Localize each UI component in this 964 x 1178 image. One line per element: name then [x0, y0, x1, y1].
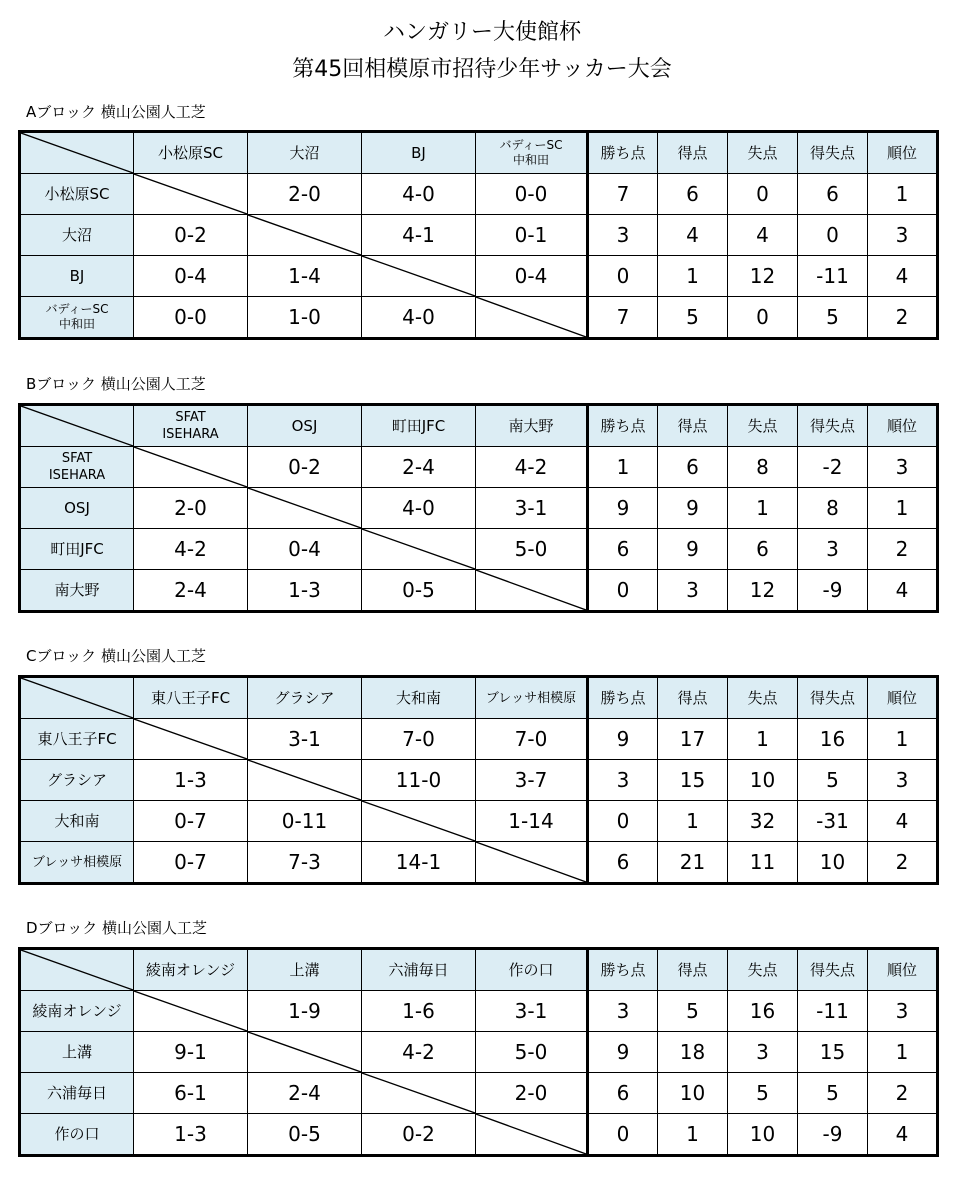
stat-column-header: 順位 [868, 405, 938, 447]
stat-value: 3 [588, 215, 658, 256]
stat-value: 17 [658, 719, 728, 760]
corner-cell [20, 132, 134, 174]
stat-column-header: 順位 [868, 132, 938, 174]
table-row [20, 842, 938, 884]
table-row [20, 529, 938, 570]
team-column-header: 綾南オレンジ [134, 949, 248, 991]
match-score: 1-0 [248, 297, 362, 339]
match-score: 3-1 [476, 488, 588, 529]
match-score: 2-0 [248, 174, 362, 215]
self-match-cell [476, 842, 588, 884]
self-match-cell [134, 447, 248, 488]
stat-value: 0 [588, 1114, 658, 1156]
header-row [20, 949, 938, 991]
team-column-header: 大沼 [248, 132, 362, 174]
match-score: 4-1 [362, 215, 476, 256]
team-column-header: 小松原SC [134, 132, 248, 174]
stat-value: 5 [728, 1073, 798, 1114]
match-score: 7-0 [362, 719, 476, 760]
stat-value: 1 [658, 256, 728, 297]
match-score: 11-0 [362, 760, 476, 801]
self-match-cell [362, 529, 476, 570]
row-team-name: BJ [20, 256, 134, 297]
stat-column-header: 得点 [658, 949, 728, 991]
stat-value: -2 [798, 447, 868, 488]
match-score: 2-0 [134, 488, 248, 529]
stat-value: 5 [798, 297, 868, 339]
stat-column-header: 勝ち点 [588, 677, 658, 719]
match-score: 5-0 [476, 1032, 588, 1073]
match-score: 9-1 [134, 1032, 248, 1073]
stat-value: 3 [868, 447, 938, 488]
league-table [18, 403, 939, 613]
stat-value: 3 [588, 760, 658, 801]
stat-value: 2 [868, 297, 938, 339]
match-score: 0-4 [134, 256, 248, 297]
stat-column-header: 順位 [868, 949, 938, 991]
match-score: 14-1 [362, 842, 476, 884]
team-column-header: OSJ [248, 405, 362, 447]
match-score: 1-3 [134, 1114, 248, 1156]
stat-value: 5 [658, 991, 728, 1032]
match-score: 0-5 [248, 1114, 362, 1156]
stat-value: 1 [868, 174, 938, 215]
self-match-cell [362, 256, 476, 297]
match-score: 3-1 [248, 719, 362, 760]
match-score: 0-0 [476, 174, 588, 215]
stat-value: 7 [588, 174, 658, 215]
stat-value: 6 [588, 842, 658, 884]
stat-column-header: 得失点 [798, 405, 868, 447]
team-column-header: 上溝 [248, 949, 362, 991]
stat-column-header: 失点 [728, 677, 798, 719]
stat-value: 15 [798, 1032, 868, 1073]
corner-cell [20, 949, 134, 991]
stat-value: -9 [798, 570, 868, 612]
stat-column-header: 失点 [728, 132, 798, 174]
stat-value: 9 [588, 488, 658, 529]
stat-column-header: 得失点 [798, 132, 868, 174]
stat-column-header: 勝ち点 [588, 405, 658, 447]
stat-value: 4 [868, 1114, 938, 1156]
match-score: 1-6 [362, 991, 476, 1032]
self-match-cell [248, 488, 362, 529]
self-match-cell [362, 1073, 476, 1114]
table-row [20, 1073, 938, 1114]
match-score: 0-2 [248, 447, 362, 488]
self-match-cell [476, 570, 588, 612]
table-row [20, 719, 938, 760]
stat-value: 3 [798, 529, 868, 570]
match-score: 4-2 [362, 1032, 476, 1073]
stat-value: 32 [728, 801, 798, 842]
stat-value: 9 [658, 529, 728, 570]
league-table [18, 130, 939, 340]
table-row [20, 174, 938, 215]
stat-value: 10 [728, 760, 798, 801]
stat-column-header: 勝ち点 [588, 132, 658, 174]
match-score: 6-1 [134, 1073, 248, 1114]
row-team-name: 作の口 [20, 1114, 134, 1156]
match-score: 2-4 [362, 447, 476, 488]
match-score: 0-2 [134, 215, 248, 256]
self-match-cell [476, 297, 588, 339]
match-score: 0-7 [134, 801, 248, 842]
stat-value: 1 [868, 1032, 938, 1073]
stat-value: 8 [728, 447, 798, 488]
stat-value: 3 [588, 991, 658, 1032]
table-row [20, 1032, 938, 1073]
self-match-cell [248, 760, 362, 801]
stat-value: 6 [588, 1073, 658, 1114]
self-match-cell [134, 719, 248, 760]
team-column-header: 南大野 [476, 405, 588, 447]
header-row [20, 677, 938, 719]
table-row [20, 570, 938, 612]
stat-value: 18 [658, 1032, 728, 1073]
table-row [20, 801, 938, 842]
match-score: 1-14 [476, 801, 588, 842]
stat-value: 4 [728, 215, 798, 256]
self-match-cell [134, 174, 248, 215]
match-score: 7-3 [248, 842, 362, 884]
match-score: 2-4 [134, 570, 248, 612]
corner-cell [20, 677, 134, 719]
stat-value: 0 [798, 215, 868, 256]
stat-value: 4 [868, 256, 938, 297]
stat-value: 1 [728, 488, 798, 529]
stat-value: -9 [798, 1114, 868, 1156]
match-score: 4-0 [362, 488, 476, 529]
match-score: 0-4 [476, 256, 588, 297]
stat-value: 16 [728, 991, 798, 1032]
stat-column-header: 順位 [868, 677, 938, 719]
block-label: Bブロック 横山公園人工芝 [26, 375, 206, 393]
stat-value: 3 [728, 1032, 798, 1073]
stat-column-header: 得点 [658, 132, 728, 174]
block-label: Cブロック 横山公園人工芝 [26, 647, 206, 665]
match-score: 5-0 [476, 529, 588, 570]
stat-value: 1 [588, 447, 658, 488]
row-team-name: バディーSC 中和田 [20, 297, 134, 339]
stat-value: 3 [658, 570, 728, 612]
stat-column-header: 勝ち点 [588, 949, 658, 991]
row-team-name: 東八王子FC [20, 719, 134, 760]
table-row [20, 991, 938, 1032]
stat-value: 9 [588, 1032, 658, 1073]
team-column-header: 町田JFC [362, 405, 476, 447]
stat-value: 3 [868, 991, 938, 1032]
stat-column-header: 失点 [728, 405, 798, 447]
team-column-header: BJ [362, 132, 476, 174]
table-row [20, 447, 938, 488]
stat-value: 9 [588, 719, 658, 760]
team-column-header: 作の口 [476, 949, 588, 991]
match-score: 2-4 [248, 1073, 362, 1114]
match-score: 4-0 [362, 297, 476, 339]
row-team-name: 小松原SC [20, 174, 134, 215]
stat-value: -31 [798, 801, 868, 842]
stat-value: -11 [798, 991, 868, 1032]
stat-value: 1 [868, 719, 938, 760]
stat-value: 6 [658, 174, 728, 215]
stat-value: 7 [588, 297, 658, 339]
stat-value: 16 [798, 719, 868, 760]
self-match-cell [476, 1114, 588, 1156]
stat-value: 11 [728, 842, 798, 884]
stat-value: 21 [658, 842, 728, 884]
stat-value: -11 [798, 256, 868, 297]
stat-value: 8 [798, 488, 868, 529]
stat-value: 4 [868, 801, 938, 842]
stat-column-header: 得失点 [798, 677, 868, 719]
stat-column-header: 失点 [728, 949, 798, 991]
stat-value: 4 [658, 215, 728, 256]
stat-value: 0 [728, 174, 798, 215]
row-team-name: SFAT ISEHARA [20, 447, 134, 488]
row-team-name: 大沼 [20, 215, 134, 256]
tournament-title: ハンガリー大使館杯 [382, 20, 581, 45]
stat-value: 0 [588, 570, 658, 612]
team-column-header: SFAT ISEHARA [134, 405, 248, 447]
match-score: 3-7 [476, 760, 588, 801]
match-score: 0-11 [248, 801, 362, 842]
match-score: 0-2 [362, 1114, 476, 1156]
stat-value: 10 [658, 1073, 728, 1114]
stat-value: 2 [868, 1073, 938, 1114]
header-row [20, 405, 938, 447]
corner-cell [20, 405, 134, 447]
match-score: 7-0 [476, 719, 588, 760]
stat-value: 3 [868, 760, 938, 801]
match-score: 4-2 [476, 447, 588, 488]
match-score: 1-4 [248, 256, 362, 297]
match-score: 0-0 [134, 297, 248, 339]
row-team-name: 南大野 [20, 570, 134, 612]
team-column-header: 大和南 [362, 677, 476, 719]
row-team-name: 綾南オレンジ [20, 991, 134, 1032]
table-row [20, 256, 938, 297]
block-label: Dブロック 横山公園人工芝 [26, 919, 208, 937]
stat-value: 5 [658, 297, 728, 339]
table-row [20, 297, 938, 339]
stat-value: 4 [868, 570, 938, 612]
stat-value: 12 [728, 256, 798, 297]
stat-value: 9 [658, 488, 728, 529]
row-team-name: OSJ [20, 488, 134, 529]
stat-value: 1 [658, 1114, 728, 1156]
league-table [18, 675, 939, 885]
stat-value: 0 [588, 256, 658, 297]
header-row [20, 132, 938, 174]
team-column-header: バディーSC 中和田 [476, 132, 588, 174]
match-score: 0-7 [134, 842, 248, 884]
table-row [20, 1114, 938, 1156]
self-match-cell [134, 991, 248, 1032]
match-score: 1-9 [248, 991, 362, 1032]
stat-column-header: 得点 [658, 677, 728, 719]
stat-value: 6 [798, 174, 868, 215]
tournament-subtitle: 第45回相模原市招待少年サッカー大会 [292, 57, 672, 82]
stat-column-header: 得失点 [798, 949, 868, 991]
team-column-header: グラシア [248, 677, 362, 719]
self-match-cell [362, 801, 476, 842]
row-team-name: ブレッサ相模原 [20, 842, 134, 884]
stat-value: 0 [728, 297, 798, 339]
stat-value: 6 [658, 447, 728, 488]
row-team-name: グラシア [20, 760, 134, 801]
stat-value: 10 [798, 842, 868, 884]
stat-value: 12 [728, 570, 798, 612]
match-score: 4-0 [362, 174, 476, 215]
team-column-header: 東八王子FC [134, 677, 248, 719]
stat-value: 1 [658, 801, 728, 842]
table-row [20, 215, 938, 256]
block-label: Aブロック 横山公園人工芝 [26, 103, 206, 121]
stat-value: 15 [658, 760, 728, 801]
stat-value: 5 [798, 760, 868, 801]
team-column-header: 六浦毎日 [362, 949, 476, 991]
stat-value: 1 [728, 719, 798, 760]
stat-value: 5 [798, 1073, 868, 1114]
league-table [18, 947, 939, 1157]
match-score: 3-1 [476, 991, 588, 1032]
stat-value: 0 [588, 801, 658, 842]
self-match-cell [248, 215, 362, 256]
row-team-name: 六浦毎日 [20, 1073, 134, 1114]
match-score: 1-3 [134, 760, 248, 801]
match-score: 0-5 [362, 570, 476, 612]
match-score: 0-1 [476, 215, 588, 256]
match-score: 2-0 [476, 1073, 588, 1114]
table-row [20, 760, 938, 801]
team-column-header: ブレッサ相模原 [476, 677, 588, 719]
stat-column-header: 得点 [658, 405, 728, 447]
match-score: 4-2 [134, 529, 248, 570]
self-match-cell [248, 1032, 362, 1073]
table-row [20, 488, 938, 529]
match-score: 0-4 [248, 529, 362, 570]
stat-value: 6 [588, 529, 658, 570]
stat-value: 1 [868, 488, 938, 529]
row-team-name: 町田JFC [20, 529, 134, 570]
stat-value: 6 [728, 529, 798, 570]
stat-value: 10 [728, 1114, 798, 1156]
row-team-name: 上溝 [20, 1032, 134, 1073]
match-score: 1-3 [248, 570, 362, 612]
stat-value: 2 [868, 529, 938, 570]
row-team-name: 大和南 [20, 801, 134, 842]
stat-value: 2 [868, 842, 938, 884]
stat-value: 3 [868, 215, 938, 256]
